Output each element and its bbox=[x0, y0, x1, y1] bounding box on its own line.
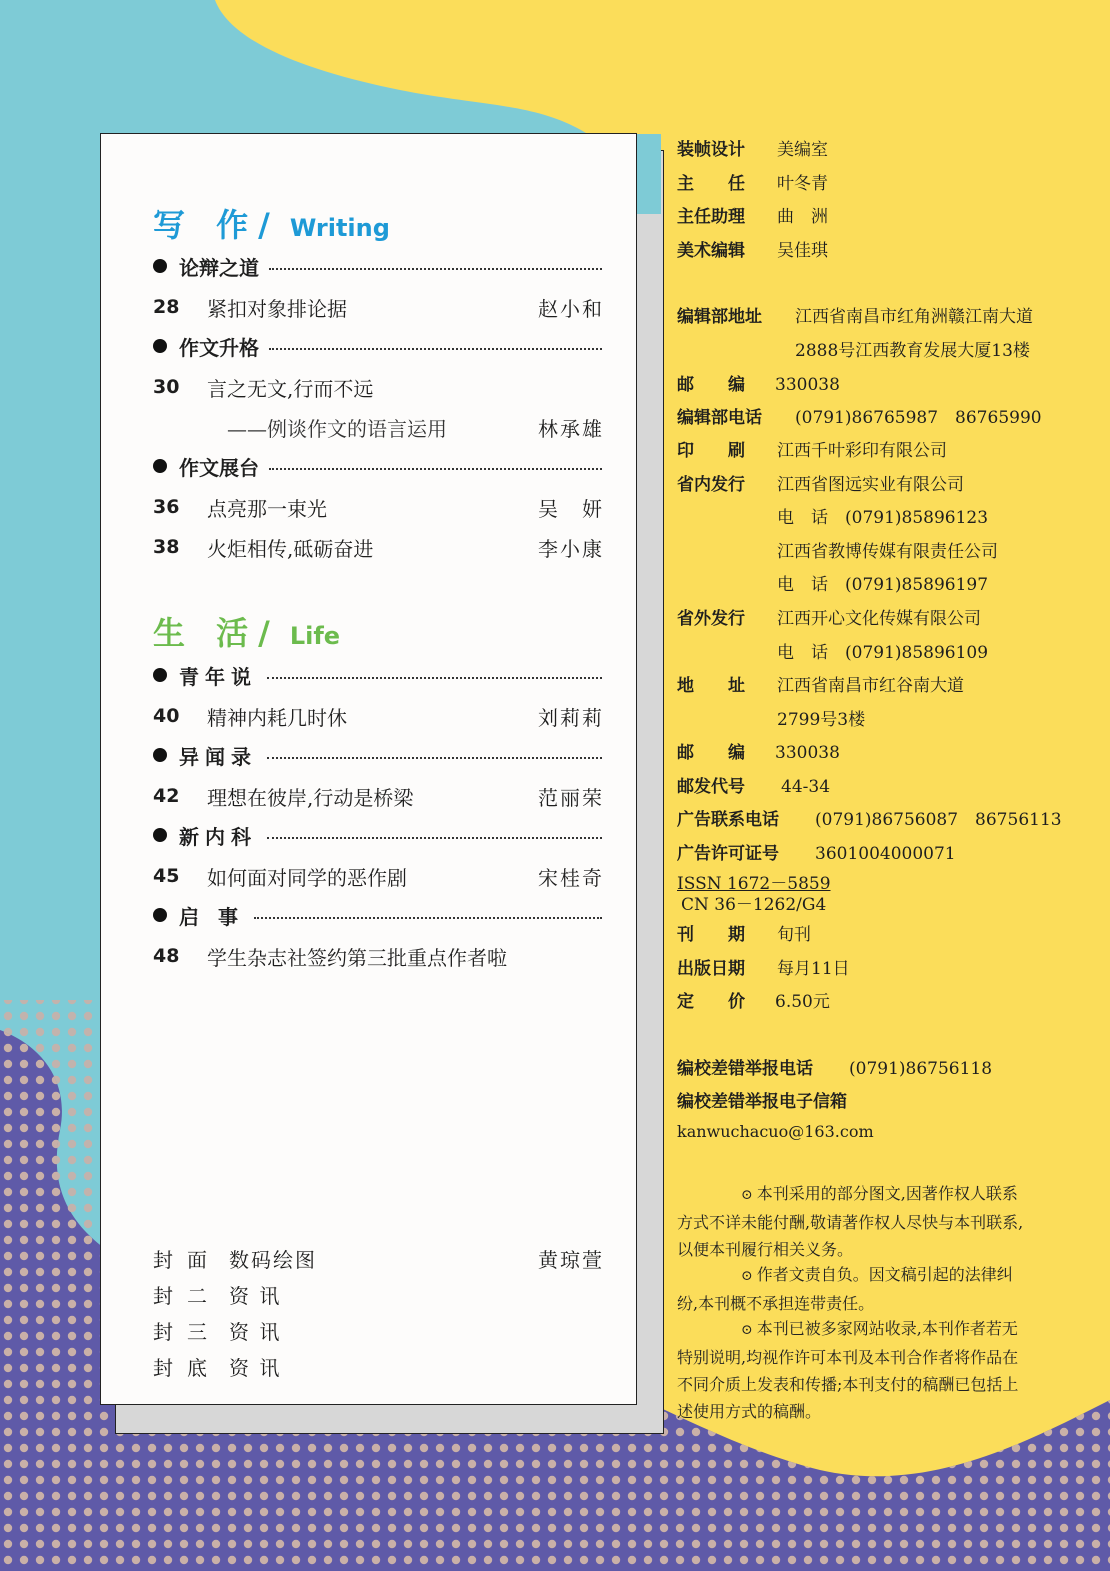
cover-label: 封面 bbox=[153, 1247, 221, 1272]
page-number: 38 bbox=[153, 536, 180, 558]
column-heading bbox=[153, 820, 602, 850]
masthead-row bbox=[677, 805, 1062, 830]
info-label: 出版日期 bbox=[677, 959, 745, 979]
info-value: 叶冬青 bbox=[777, 174, 828, 194]
cover-entry bbox=[153, 1350, 604, 1382]
column-name: 作文升格 bbox=[179, 335, 259, 360]
cover-value: 资 讯 bbox=[229, 1283, 282, 1308]
toc-entry[interactable] bbox=[153, 940, 604, 972]
article-title: 如何面对同学的恶作剧 bbox=[207, 865, 407, 890]
article-author: 吴 妍 bbox=[538, 496, 604, 521]
masthead-row bbox=[677, 470, 964, 495]
info-value: (0791)86756118 bbox=[849, 1059, 993, 1079]
page-number: 30 bbox=[153, 376, 180, 398]
info-label: 邮发代号 bbox=[677, 777, 745, 797]
toc-entry[interactable] bbox=[153, 780, 604, 812]
masthead-row-continued bbox=[795, 336, 1030, 361]
card-fold bbox=[637, 134, 661, 214]
column-heading bbox=[153, 451, 602, 481]
masthead-row bbox=[677, 671, 964, 696]
masthead-row bbox=[677, 202, 828, 227]
masthead-row bbox=[677, 604, 981, 629]
toc-entry-subtitle bbox=[153, 411, 604, 443]
article-title: 言之无文,行而不远 bbox=[207, 376, 374, 401]
masthead-row bbox=[677, 1087, 847, 1112]
bullet-icon bbox=[153, 459, 167, 473]
info-label: 邮 编 bbox=[677, 375, 745, 395]
article-title: 学生杂志社签约第三批重点作者啦 bbox=[207, 945, 507, 970]
info-value: 美编室 bbox=[777, 140, 828, 160]
column-heading bbox=[153, 251, 602, 281]
notice-paragraph bbox=[677, 1180, 1032, 1263]
article-title: 火炬相传,砥砺奋进 bbox=[207, 536, 374, 561]
column-heading bbox=[153, 331, 602, 361]
masthead-row-continued bbox=[777, 638, 988, 663]
info-value: 江西省图远实业有限公司 bbox=[777, 475, 964, 495]
info-label: 定 价 bbox=[677, 992, 745, 1012]
info-value: 2799号3楼 bbox=[777, 710, 866, 730]
info-label: 省外发行 bbox=[677, 609, 745, 629]
notice-text: 本刊已被多家网站收录,本刊作者若无特别说明,均视作许可本刊及本刊合作者将作品在不同介质上发表和传播;本刊支付的稿酬已包括上述使用方式的稿酬。 bbox=[677, 1319, 1019, 1421]
info-label: 广告许可证号 bbox=[677, 844, 779, 864]
masthead-row bbox=[677, 987, 830, 1012]
column-heading bbox=[153, 660, 602, 690]
toc-entry[interactable] bbox=[153, 491, 604, 523]
cover-author: 黄琼萱 bbox=[538, 1247, 604, 1272]
dot-leader bbox=[269, 468, 602, 470]
info-value: 旬刊 bbox=[777, 925, 811, 945]
circle-dot-icon: ⊙ bbox=[741, 1268, 753, 1284]
cover-label: 封三 bbox=[153, 1319, 221, 1344]
masthead-row bbox=[677, 436, 947, 461]
issn: ISSN 1672－5859 bbox=[677, 874, 831, 894]
info-label: 美术编辑 bbox=[677, 241, 745, 261]
info-value: 江西开心文化传媒有限公司 bbox=[777, 609, 981, 629]
info-label: 装帧设计 bbox=[677, 140, 745, 160]
masthead-row bbox=[677, 302, 1033, 327]
column-name: 异闻录 bbox=[179, 744, 257, 769]
masthead-row-continued bbox=[777, 503, 988, 528]
section-title-en: Writing bbox=[289, 214, 390, 242]
article-author: 李小康 bbox=[538, 536, 604, 561]
article-title: 理想在彼岸,行动是桥梁 bbox=[207, 785, 414, 810]
dot-leader bbox=[267, 677, 602, 679]
toc-entry[interactable] bbox=[153, 371, 604, 403]
dot-leader bbox=[254, 917, 602, 919]
masthead-row bbox=[677, 839, 956, 864]
bullet-icon bbox=[153, 339, 167, 353]
info-value: 电 话 (0791)85896197 bbox=[777, 575, 989, 595]
cn-line bbox=[681, 890, 826, 915]
toc-entry[interactable] bbox=[153, 860, 604, 892]
info-value: 江西省南昌市红角洲赣江南大道 bbox=[795, 307, 1033, 327]
cn-number: CN 36－1262/G4 bbox=[681, 895, 827, 915]
info-label: 编辑部地址 bbox=[677, 307, 762, 327]
column-name: 青年说 bbox=[179, 664, 257, 689]
masthead-row bbox=[677, 169, 828, 194]
article-author: 宋桂奇 bbox=[538, 865, 604, 890]
column-name: 作文展台 bbox=[179, 455, 259, 480]
info-value: 3601004000071 bbox=[815, 844, 956, 864]
dot-leader bbox=[269, 348, 602, 350]
circle-dot-icon: ⊙ bbox=[741, 1322, 753, 1338]
cover-value: 资 讯 bbox=[229, 1355, 282, 1380]
cover-entry bbox=[153, 1278, 604, 1310]
masthead-row bbox=[677, 738, 840, 763]
info-label: 编校差错举报电子信箱 bbox=[677, 1092, 847, 1112]
info-value: 江西省教博传媒有限责任公司 bbox=[777, 542, 998, 562]
bullet-icon bbox=[153, 259, 167, 273]
info-label: 编辑部电话 bbox=[677, 408, 762, 428]
masthead-row-continued bbox=[777, 570, 988, 595]
contents-card bbox=[100, 133, 637, 1405]
masthead-row bbox=[677, 135, 828, 160]
section-header-writing bbox=[153, 200, 390, 246]
info-value: 江西省南昌市红谷南大道 bbox=[777, 676, 964, 696]
bullet-icon bbox=[153, 828, 167, 842]
info-label: 主 任 bbox=[677, 174, 745, 194]
masthead-row bbox=[677, 772, 830, 797]
page-number: 40 bbox=[153, 705, 180, 727]
info-label: 刊 期 bbox=[677, 925, 745, 945]
bullet-icon bbox=[153, 748, 167, 762]
cover-entry bbox=[153, 1314, 604, 1346]
section-title-zh: 写 作/ bbox=[153, 206, 280, 244]
masthead-row-continued bbox=[777, 705, 865, 730]
dot-leader bbox=[269, 268, 602, 270]
dot-leader bbox=[267, 757, 602, 759]
article-subtitle: ——例谈作文的语言运用 bbox=[227, 416, 447, 441]
article-title: 紧扣对象排论据 bbox=[207, 296, 347, 321]
info-value: 曲 洲 bbox=[777, 207, 828, 227]
toc-entry[interactable] bbox=[153, 291, 604, 323]
masthead-row bbox=[677, 370, 840, 395]
info-value: 每月11日 bbox=[777, 959, 850, 979]
email-line[interactable] bbox=[677, 1122, 874, 1142]
info-value: (0791)86765987 86765990 bbox=[795, 408, 1042, 428]
info-label: 地 址 bbox=[677, 676, 745, 696]
cover-label: 封底 bbox=[153, 1355, 221, 1380]
dot-leader bbox=[267, 837, 602, 839]
info-label: 印 刷 bbox=[677, 441, 745, 461]
info-value: 2888号江西教育发展大厦13楼 bbox=[795, 341, 1030, 361]
article-author: 林承雄 bbox=[538, 416, 604, 441]
masthead-row bbox=[677, 403, 1042, 428]
info-value: 330038 bbox=[775, 375, 840, 395]
info-value: 44-34 bbox=[781, 777, 831, 797]
bullet-icon bbox=[153, 668, 167, 682]
info-label: 编校差错举报电话 bbox=[677, 1059, 813, 1079]
info-label: 省内发行 bbox=[677, 475, 745, 495]
info-value: 吴佳琪 bbox=[777, 241, 828, 261]
article-title: 精神内耗几时休 bbox=[207, 705, 347, 730]
info-value: (0791)86756087 86756113 bbox=[815, 810, 1062, 830]
page-number: 36 bbox=[153, 496, 180, 518]
column-heading bbox=[153, 900, 602, 930]
section-title-zh: 生 活/ bbox=[153, 614, 280, 652]
masthead-row bbox=[677, 920, 811, 945]
section-title-en: Life bbox=[289, 622, 341, 650]
circle-dot-icon: ⊙ bbox=[741, 1187, 753, 1203]
article-title: 点亮那一束光 bbox=[207, 496, 327, 521]
toc-entry[interactable] bbox=[153, 531, 604, 563]
notice-paragraph bbox=[677, 1261, 1032, 1317]
column-name: 论辩之道 bbox=[179, 255, 259, 280]
cover-value: 数码绘图 bbox=[229, 1247, 317, 1272]
page-number: 45 bbox=[153, 865, 180, 887]
report-email[interactable]: kanwuchacuo@163.com bbox=[677, 1122, 874, 1141]
info-value: 6.50元 bbox=[775, 992, 830, 1012]
masthead-row bbox=[677, 1054, 992, 1079]
notice-paragraph bbox=[677, 1315, 1032, 1425]
cover-value: 资 讯 bbox=[229, 1319, 282, 1344]
page-number: 48 bbox=[153, 945, 180, 967]
info-label: 邮 编 bbox=[677, 743, 745, 763]
masthead-row bbox=[677, 954, 850, 979]
info-value: 江西千叶彩印有限公司 bbox=[777, 441, 947, 461]
info-label: 广告联系电话 bbox=[677, 810, 779, 830]
column-name: 启 事 bbox=[179, 904, 244, 929]
page-number: 28 bbox=[153, 296, 180, 318]
notice-text: 作者文责自负。因文稿引起的法律纠纷,本刊概不承担连带责任。 bbox=[677, 1265, 1013, 1313]
info-label: 主任助理 bbox=[677, 207, 745, 227]
article-author: 范丽荣 bbox=[538, 785, 604, 810]
page-number: 42 bbox=[153, 785, 180, 807]
section-header-life bbox=[153, 608, 340, 654]
bullet-icon bbox=[153, 908, 167, 922]
notice-text: 本刊采用的部分图文,因著作权人联系方式不详未能付酬,敬请著作权人尽快与本刊联系,以便本刊履行相关义务。 bbox=[677, 1184, 1024, 1259]
info-value: 330038 bbox=[775, 743, 840, 763]
cover-label: 封二 bbox=[153, 1283, 221, 1308]
cover-entry bbox=[153, 1242, 604, 1274]
article-author: 刘莉莉 bbox=[538, 705, 604, 730]
column-heading bbox=[153, 740, 602, 770]
info-value: 电 话 (0791)85896109 bbox=[777, 643, 989, 663]
masthead-row-continued bbox=[777, 537, 998, 562]
article-author: 赵小和 bbox=[538, 296, 604, 321]
masthead-row bbox=[677, 236, 828, 261]
info-value: 电 话 (0791)85896123 bbox=[777, 508, 989, 528]
column-name: 新内科 bbox=[179, 824, 257, 849]
toc-entry[interactable] bbox=[153, 700, 604, 732]
